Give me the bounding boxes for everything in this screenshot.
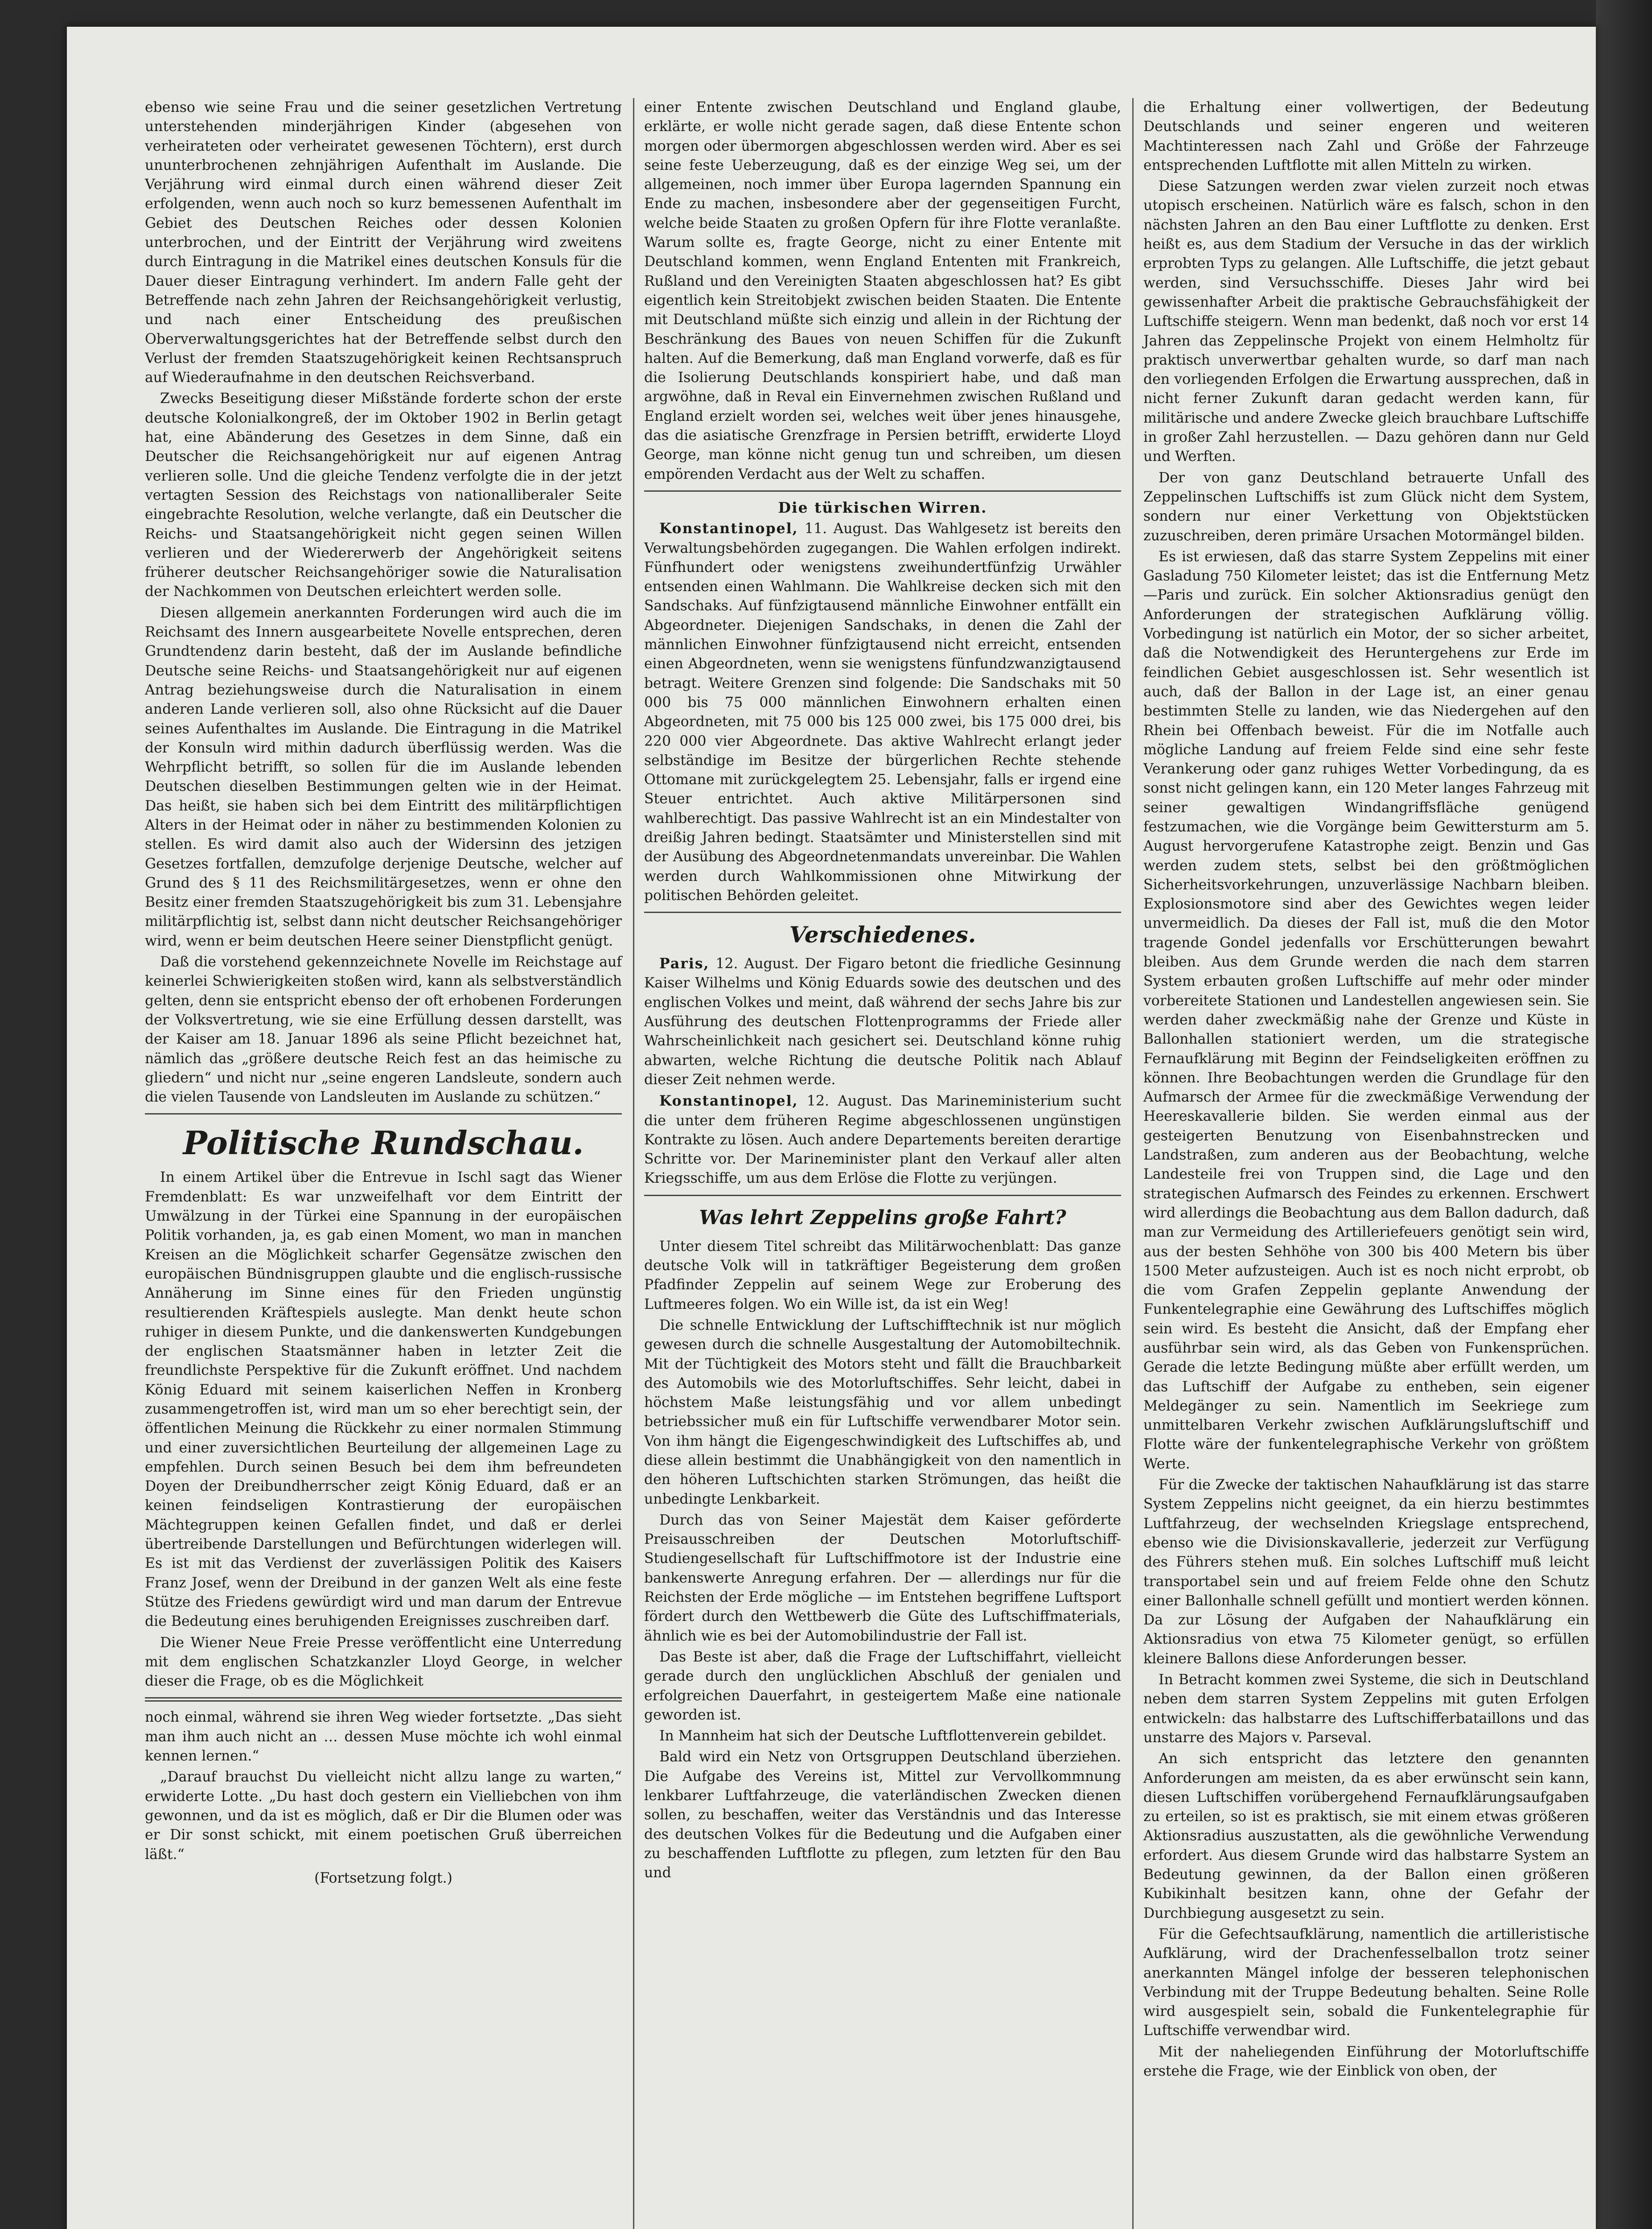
paragraph: einer Entente zwischen Deutschland und England glaube, erklärte, er wolle nicht gerade sagen, daß diese Entente schon morgen oder übermorgen abgeschlossen werden wird. Aber es sei seine feste Ueberzeugung, daß es der einzige Weg sei, um der allgemeinen, noch immer über Europa lagernden Spannung ein Ende zu machen, insbesondere aber der gegenseitigen Furcht, welche beide Staaten zu großen Opfern für ihre Flotte veranlaßte. Warum sollte es, fragte George, nicht zu einer Entente mit Deutschland kommen, wenn England Ententen mit Frankreich, Rußland und den Vereinigten Staaten abgeschlossen hat? Es gibt eigentlich kein Streitobjekt zwischen beiden Staaten. Die Entente mit Deutschland müßte sich einzig und allein in der Richtung der Beschränkung des Baues von neuen Schiffen für die Zukunft halten. Auf die Bemerkung, daß man England vorwerfe, daß es für die Isolierung Deutschlands konspiriert habe, und daß man argwöhne, daß in Reval ein Einvernehmen zwischen Rußland und England erzielt worden sei, welches weit über jenes hinausgehe, das die asiatische Grenzfrage in Persien betrifft, erwiderte Lloyd George, man könne nicht genug tun und schreiben, um diesen empörenden Verdacht aus der Welt zu schaffen. [644,99,1121,482]
section-heading: Politische Rundschau. [183,1124,584,1162]
paragraph: Daß die vorstehend gekennzeichnete Novelle im Reichstage auf keinerlei Schwierigkeiten stoßen wird, kann als selbstverständlich gelten, denn sie entspricht ebenso der oft erhobenen Forderungen der Volksvertretung, wie sie eine Erfüllung dessen darstellt, was der Kaiser am 18. Januar 1896 als seine Pflicht bezeichnet hat, nämlich das „größere deutsche Reich fest an das heimische zu gliedern“ und nicht nur „seine engeren Landsleute, sondern auch die vielen Tausende von Landsleuten im Auslande zu schützen.“ [145,954,622,1106]
divider [145,1113,622,1114]
paragraph: In Betracht kommen zwei Systeme, die sich in Deutschland neben dem starren System Zeppelins mit guten Erfolgen entwickeln: das halbstarre des Luftschifferbataillons und das unstarre des Majors v. Parseval. [1143,1672,1589,1746]
paragraph: die Erhaltung einer vollwertigen, der Bedeutung Deutschlands und seiner engeren und weiteren Machtinteressen nach Zahl und Größe der Fahrzeuge entsprechenden Luftflotte mit allen Mitteln zu wirken. [1143,99,1589,173]
paragraph: Es ist erwiesen, daß das starre System Zeppelins mit einer Gasladung 750 Kilometer leistet; das ist die Entfernung Metz—Paris und zurück. Ein solcher Aktionsradius genügt den Anforderungen der strategischen Aufklärung völlig. Vorbedingung ist natürlich ein Motor, der so sicher arbeitet, daß die Notwendigkeit des Heruntergehens zur Erde im feindlichen Gebiet ausgeschlossen ist. Sehr wesentlich ist auch, daß der Ballon in der Lage ist, an einer genau bestimmten Stelle zu landen, wie das Niedergehen auf den Rhein bei Offenbach beweist. Für die im Notfalle auch mögliche Landung auf freiem Felde sind eine sehr feste Verankerung oder ganz ruhiges Wetter Vorbedingung, da es sonst nicht gelingen kann, ein 120 Meter langes Fahrzeug mit seiner gewaltigen Windangriffsfläche genügend festzumachen, wie die Vorgänge beim Gewittersturm am 5. August hervorgerufene Katastrophe zeigt. Benzin und Gas werden zudem stets, selbst bei den größtmöglichen Sicherheitsvorkehrungen, unzuverlässige Nachbarn bleiben. Explosionsmotore sind aber des Gewichtes wegen leider unvermeidlich. Da dieses der Fall ist, muß die den Motor tragende Gondel jedenfalls vor Erschütterungen bewahrt bleiben. Aus dem Grunde werden die nach dem starren System erbauten großen Luftschiffe auf mehr oder minder vorbereitete Stationen und Landestellen angewiesen sein. Sie werden daher zweckmäßig nahe der Grenze und Küste in Ballonhallen stationiert werden, um die strategische Fernaufklärung mit Beginn der Feindseligkeiten eröffnen zu können. Ihre Beobachtungen werden die Grundlage für den Aufmarsch der Armee für die zweckmäßige Verwendung der Heereskavallerie bilden. Sie werden einmal aus der gesteigerten Benutzung von Eisenbahnstrecken und Landstraßen, zum anderen aus der Beobachtung, welche Landesteile frei von Truppen sind, die Lage und den strategischen Aufmarsch des Feindes zu erkennen. Erschwert wird allerdings die Beobachtung aus dem Ballon dadurch, daß man zur Vermeidung des Artilleriefeuers genötigt sein wird, aus der besten Sehhöhe von 300 bis 400 Metern bis über 1500 Meter aufzusteigen. Auch ist es noch nicht erprobt, ob die vom Grafen Zeppelin geplante Anwendung der Funkentelegraphie eine Gewährung des Luftschiffes möglich sein wird. Es besteht die Ansicht, daß der Empfang eher ausführbar sein wird, als das Geben von Funkensprüchen. Gerade die letzte Bedingung müßte aber erfüllt werden, um das Luftschiff der Aufgabe zu entheben, sein eigener Meldegänger zu sein. Namentlich im Seekriege zum unmittelbaren Verkehr zwischen Aufklärungsluftschiff und Flotte wäre der funkentelegraphische Verkehr von größtem Werte. [1143,548,1589,1472]
column-rule [633,98,634,2229]
newspaper-page [67,27,1596,2229]
paragraph: Bald wird ein Netz von Ortsgruppen Deutschland überziehen. Die Aufgabe des Vereins ist, Mittel zur Vervollkommnung lenkbarer Luftfahrzeuge, die vaterländischen Zwecken dienen sollen, zu beschaffen, weiter das Verständnis und das Interesse des deutschen Volkes für die Bedeutung und die Aufgaben einer zu beschaffenden Luftflotte zu pflegen, zum letzten für den Bau und [644,1749,1121,1881]
divider [644,490,1121,492]
paragraph: Durch das von Seiner Majestät dem Kaiser geförderte Preisausschreiben der Deutschen Motorluftschiff-Studiengesellschaft für Luftschiffmotore ist der Industrie eine bankenswerte Anregung erfahren. Der — allerdings nur für die Reichsten der Erde mögliche — im Entstehen begriffene Luftsport fördert durch den Wettbewerb die Güte des Luftschiffmaterials, ähnlich wie es bei der Automobilindustrie der Fall ist. [644,1512,1121,1644]
paragraph: Mit der naheliegenden Einführung der Motorluftschiffe erstehe die Frage, wie der Einblick von oben, der [1143,2044,1589,2079]
paragraph: Diese Satzungen werden zwar vielen zurzeit noch etwas utopisch erscheinen. Natürlich wäre es falsch, schon in den nächsten Jahren an den Bau einer Luftflotte zu denken. Erst heißt es, aus dem Stadium der Versuche in das der wirklich erprobten Typs zu gelangen. Alle Luftschiffe, die jetzt gebaut werden, sind Versuchsschiffe. Dieses Jahr wird bei gewissenhafter Arbeit die praktische Gebrauchsfähigkeit der Luftschiffe steigern. Wenn man bedenkt, daß noch vor erst 14 Jahren das Zeppelinsche Projekt von einem Helmholtz für praktisch unverwertbar gehalten wurde, so darf man nach den vorliegenden Erfolgen die Erwartung aussprechen, daß in nicht ferner Zukunft daran gedacht werden kann, für militärische und andere Zwecke gleich brauchbare Luftschiffe in großer Zahl herzustellen. — Dazu gehören dann nur Geld und Werften. [1143,178,1589,465]
section-heading: Verschiedenes. [789,921,976,948]
paragraph: In einem Artikel über die Entrevue in Ischl sagt das Wiener Fremdenblatt: Es war unzweifelhaft vor dem Eintritt der Umwälzung in der Türkei eine Spannung in der europäischen Politik vorhanden, ja, es gab einen Moment, wo man in manchen Kreisen an die Möglichkeit scharfer Gegensätze zwischen den europäischen Bündnisgruppen glaubte und die englisch-russische Annäherung im Sinne eines für den Frieden ungünstig resultierenden Kräftespiels auslegte. Man denkt heute schon ruhiger in diesem Punkte, und die dankenswerten Kundgebungen der englischen Staatsmänner haben in letzter Zeit die freundlichste Perspektive für die Zukunft eröffnet. Und nachdem König Eduard mit seinem kaiserlichen Neffen in Kronberg zusammengetroffen ist, wird man um so eher berechtigt sein, der öffentlichen Meinung die Rückkehr zu einer normalen Stimmung und einer zuversichtlichen Beurteilung der allgemeinen Lage zu empfehlen. Durch seinen Besuch bei dem ihm befreundeten Doyen der Dreibundherrscher zeigt König Eduard, daß er an keinen feindseligen Kontrastierung der europäischen Mächtegruppen keinen Gefallen findet, und daß er derlei übertreibende Darstellungen und Befürchtungen widerlegen will. Es ist mit das Verdienst der zuverlässigen Politik des Kaisers Franz Josef, wenn der Dreibund in der ganzen Welt als eine feste Stütze des Friedens gewürdigt wird und man darum der Entrevue die Bedeutung eines beruhigenden Ereignisses zuschreiben darf. [145,1169,622,1630]
paragraph-text: 11. August. Das Wahlgesetz ist bereits den Verwaltungsbehörden zugegangen. Die Wahlen erfolgen indirekt. Fünfhundert oder wenigstens zweihundertfünfzig Urwähler entsenden einen Wahlmann. Die Wahlkreise decken sich mit den Sandschaks. Auf fünfzigtausend männliche Einwohner entfällt ein Abgeordneter. Diejenigen Sandschaks, in denen die Zahl der männlichen Einwohner fünfzigtausend nicht erreicht, entsenden einen Abgeordneten, wenn sie wenigstens fünfundzwanzigtausend betragt. Weitere Grenzen sind folgende: Die Sandschaks mit 50 000 bis 75 000 männlichen Einwohnern erhalten einen Abgeordneten, mit 75 000 bis 125 000 zwei, bis 175 000 drei, bis 220 000 vier Abgeordnete. Das aktive Wahlrecht erlangt jeder selbständige im Besitze der bürgerlichen Rechte stehende Ottomane mit zurückgelegtem 25. Lebensjahr, falls er irgend eine Steuer entrichtet. Auch aktive Militärpersonen sind wahlberechtigt. Das passive Wahlrecht ist an ein Mindestalter von dreißig Jahren bedingt. Staatsämter und Ministerstellen sind mit der Ausübung des Abgeordnetenmandats unvereinbar. Die Wahlen werden durch Wahlkommissionen ohne Mitwirkung der politischen Behörden geleitet. [644,521,1121,904]
paragraph: noch einmal, während sie ihren Weg wieder fortsetzte. „Das sieht man ihm auch nicht an … dessen Muse möchte ich wohl einmal kennen lernen.“ [145,1709,622,1764]
section-heading: Die türkischen Wirren. [778,498,987,516]
divider [644,1195,1121,1196]
paragraph: ebenso wie seine Frau und die seiner gesetzlichen Vertretung unterstehenden minderjährigen Kinder (abgesehen von verheirateten oder verheiratet gewesenen Töchtern), erst durch ununterbrochenen zehnjährigen Aufenthalt im Auslande. Die Verjährung wird einmal durch einen während dieser Zeit erfolgenden, wenn auch noch so kurz bemessenen Aufenthalt im Gebiet des Deutschen Reiches oder dessen Kolonien unterbrochen, und der Eintritt der Verjährung wird zweitens durch Eintragung in die Matrikel eines deutschen Konsuls für die Dauer dieser Eintragung verhindert. Im andern Falle geht der Betreffende nach zehn Jahren der Reichsangehörigkeit verlustig, und nach einer Entscheidung des preußischen Oberverwaltungsgerichtes hat der Betreffende selbst durch den Verlust der fremden Staatszugehörigkeit keinen Rechtsanspruch auf Wiederaufnahme in den deutschen Reichsverband. [145,99,622,386]
dateline: Konstantinopel, [659,1093,798,1110]
paragraph: Das Beste ist aber, daß die Frage der Luftschiffahrt, vielleicht gerade durch den unglücklichen Abschluß der genialen und erfolgreichen Dauerfahrt, in gesteigertem Maße eine nationale geworden ist. [644,1649,1121,1723]
section-heading: Was lehrt Zeppelins große Fahrt? [699,1206,1066,1229]
paragraph: Die schnelle Entwicklung der Luftschifftechnik ist nur möglich gewesen durch die schnelle Ausgestaltung der Automobiltechnik. Mit der Tüchtigkeit des Motors steht und fällt die Brauchbarkeit des Automobils wie des Motorluftschiffes. Sehr leicht, dabei in höchstem Maße leistungsfähig und vor allem unbedingt betriebssicher muß ein für Luftschiffe verwendbarer Motor sein. Von ihm hängt die Eigengeschwindigkeit des Luftschiffes ab, und diese allein bestimmt die Unabhängigkeit von den namentlich in den höheren Luftschichten starken Strömungen, das heißt die unbedingte Lenkbarkeit. [644,1317,1121,1507]
page-edge-shadow [1596,0,1652,2229]
paragraph-text: 12. August. Das Marineministerium sucht die unter dem früheren Regime abgeschlossenen ungünstigen Kontrakte zu lösen. Auch andere Departements bereiten derartige Schritte vor. Der Marineminister plant den Verkauf aller alten Kriegsschiffe, um aus dem Erlöse die Flotte zu verjüngen. [644,1093,1121,1187]
dateline: Paris, [659,955,710,972]
column-right [1143,98,1589,2083]
dateline: Konstantinopel, [659,520,798,537]
paragraph: Der von ganz Deutschland betrauerte Unfall des Zeppelinschen Luftschiffs ist zum Glück nicht dem System, sondern nur einer Verkettung von Objektstücken zuzuschreiben, deren primäre Ursachen Motormängel bilden. [1143,469,1589,544]
paragraph: „Darauf brauchst Du vielleicht nicht allzu lange zu warten,“ erwiderte Lotte. „Du hast doch gestern ein Vielliebchen von ihm gewonnen, und da ist es möglich, daß er Dir die Blumen oder was er Dir sonst schickt, mit einem poetischen Gruß überreichen läßt.“ [145,1769,622,1863]
paragraph: Für die Zwecke der taktischen Nahaufklärung ist das starre System Zeppelins nicht geeignet, da ein hierzu bestimmtes Luftfahrzeug, der wechselnden Kriegslage entsprechend, ebenso wie die Divisionskavallerie, jederzeit zur Verfügung des Führers stehen muß. Ein solches Luftschiff muß leicht transportabel sein und auf freiem Felde ohne den Schutz einer Ballonhalle schnell gefüllt und montiert werden können. Da zur Lösung der Aufgaben der Nahaufklärung ein Aktionsradius von etwa 75 Kilometer genügt, so erfüllen kleinere Ballons diese Anforderungen besser. [1143,1477,1589,1667]
divider [644,912,1121,913]
divider [145,1697,622,1702]
paragraph: Für die Gefechtsaufklärung, namentlich die artilleristische Aufklärung, wird der Drachenfesselballon trotz seiner anerkannten Mängel infolge der besseren telephonischen Verbindung mit der Truppe Bedeutung behalten. Seine Rolle wird ausgespielt sein, sobald die Funkentelegraphie für Luftschiffe verwendbar wird. [1143,1926,1589,2039]
paragraph: In Mannheim hat sich der Deutsche Luftflottenverein gebildet. [659,1728,1107,1744]
column-middle [644,98,1121,1885]
paragraph: Zwecks Beseitigung dieser Mißstände forderte schon der erste deutsche Kolonialkongreß, der im Oktober 1902 in Berlin getagt hat, eine Abänderung des Gesetzes in dem Sinne, daß ein Deutscher die Reichsangehörigkeit nur auf eigenen Antrag verlieren solle. Und die gleiche Tendenz verfolgte die in der jetzt vertagten Session des Reichstags von nationalliberaler Seite eingebrachte Resolution, welche verlangte, daß ein Deutscher die Reichs- und Staatsangehörigkeit nicht gegen seinen Willen verlieren und der Wiedererwerb der Angehörigkeit seitens früherer deutscher Reichsangehöriger sowie die Naturalisation der Nachkommen von Deutschen erleichtert werden solle. [145,391,622,600]
paragraph: Die Wiener Neue Freie Presse veröffentlicht eine Unterredung mit dem englischen Schatzkanzler Lloyd George, in welcher dieser die Frage, ob es die Möglichkeit [145,1634,622,1690]
paragraph [644,519,1121,905]
paragraph: Unter diesem Titel schreibt das Militärwochenblatt: Das ganze deutsche Volk will in tatkräftiger Begeisterung dem großen Pfadfinder Zeppelin auf seinem Wege zur Eroberung des Luftmeeres folgen. Wo ein Wille ist, da ist ein Weg! [644,1238,1121,1312]
column-left [145,98,622,1888]
paragraph-text: 12. August. Der Figaro betont die friedliche Gesinnung Kaiser Wilhelms und König Eduards sowie des deutschen und des englischen Volkes und meint, daß während der sechs Jahre bis zur Ausführung des deutschen Flottenprogramms der Friede aller Wahrscheinlichkeit nach gesichert sei. Deutschland könne ruhig abwarten, welche Richtung die deutsche Politik nach Ablauf dieser Zeit nehmen werde. [644,956,1122,1088]
paragraph [644,1091,1121,1188]
paragraph: Diesen allgemein anerkannten Forderungen wird auch die im Reichsamt des Innern ausgearbeitete Novelle entsprechen, deren Grundtendenz darin besteht, daß der im Auslande befindliche Deutsche seine Reichs- und Staatsangehörigkeit nur auf eigenen Antrag beziehungsweise durch die Naturalisation in einem anderen Lande verlieren soll, also ohne Rücksicht auf die Dauer seines Aufenthaltes im Auslande. Die Eintragung in die Matrikel der Konsuln wird mithin dadurch überflüssig werden. Was die Wehrpflicht betrifft, so sollen für die im Auslande lebenden Deutschen dieselben Bestimmungen gelten wie in der Heimat. Das heißt, sie haben sich bei dem Eintritt des militärpflichtigen Alters in der Heimat oder in näher zu bestimmenden Kolonien zu stellen. Es wird damit also auch der Widersinn des jetzigen Gesetzes fortfallen, demzufolge derjenige Deutsche, welcher auf Grund des § 11 des Reichsmilitärgesetzes, wenn er ohne den Besitz einer fremden Staatszugehörigkeit bis zum 31. Lebensjahre militärpflichtig ist, selbst dann nicht deutscher Reichsangehöriger wird, wenn er beim deutschen Heere seiner Dienstpflicht genügt. [145,605,622,949]
paragraph: An sich entspricht das letztere den genannten Anforderungen am meisten, da es aber erwünscht sein kann, diesen Luftschiffen vorübergehend Fernaufklärungsaufgaben zu erteilen, so ist es praktisch, sie mit einem etwas größeren Aktionsradius auszustatten, als die gewöhnliche Verwendung erfordert. Aus diesem Grunde wird das halbstarre System an Bedeutung gewinnen, da der Ballon einen größeren Kubikinhalt besitzen kann, ohne der Gefahr der Durchbiegung ausgesetzt zu sein. [1143,1751,1589,1921]
continuation-note: (Fortsetzung folgt.) [314,1870,452,1886]
column-rule [1132,98,1134,2229]
paragraph [644,954,1121,1090]
